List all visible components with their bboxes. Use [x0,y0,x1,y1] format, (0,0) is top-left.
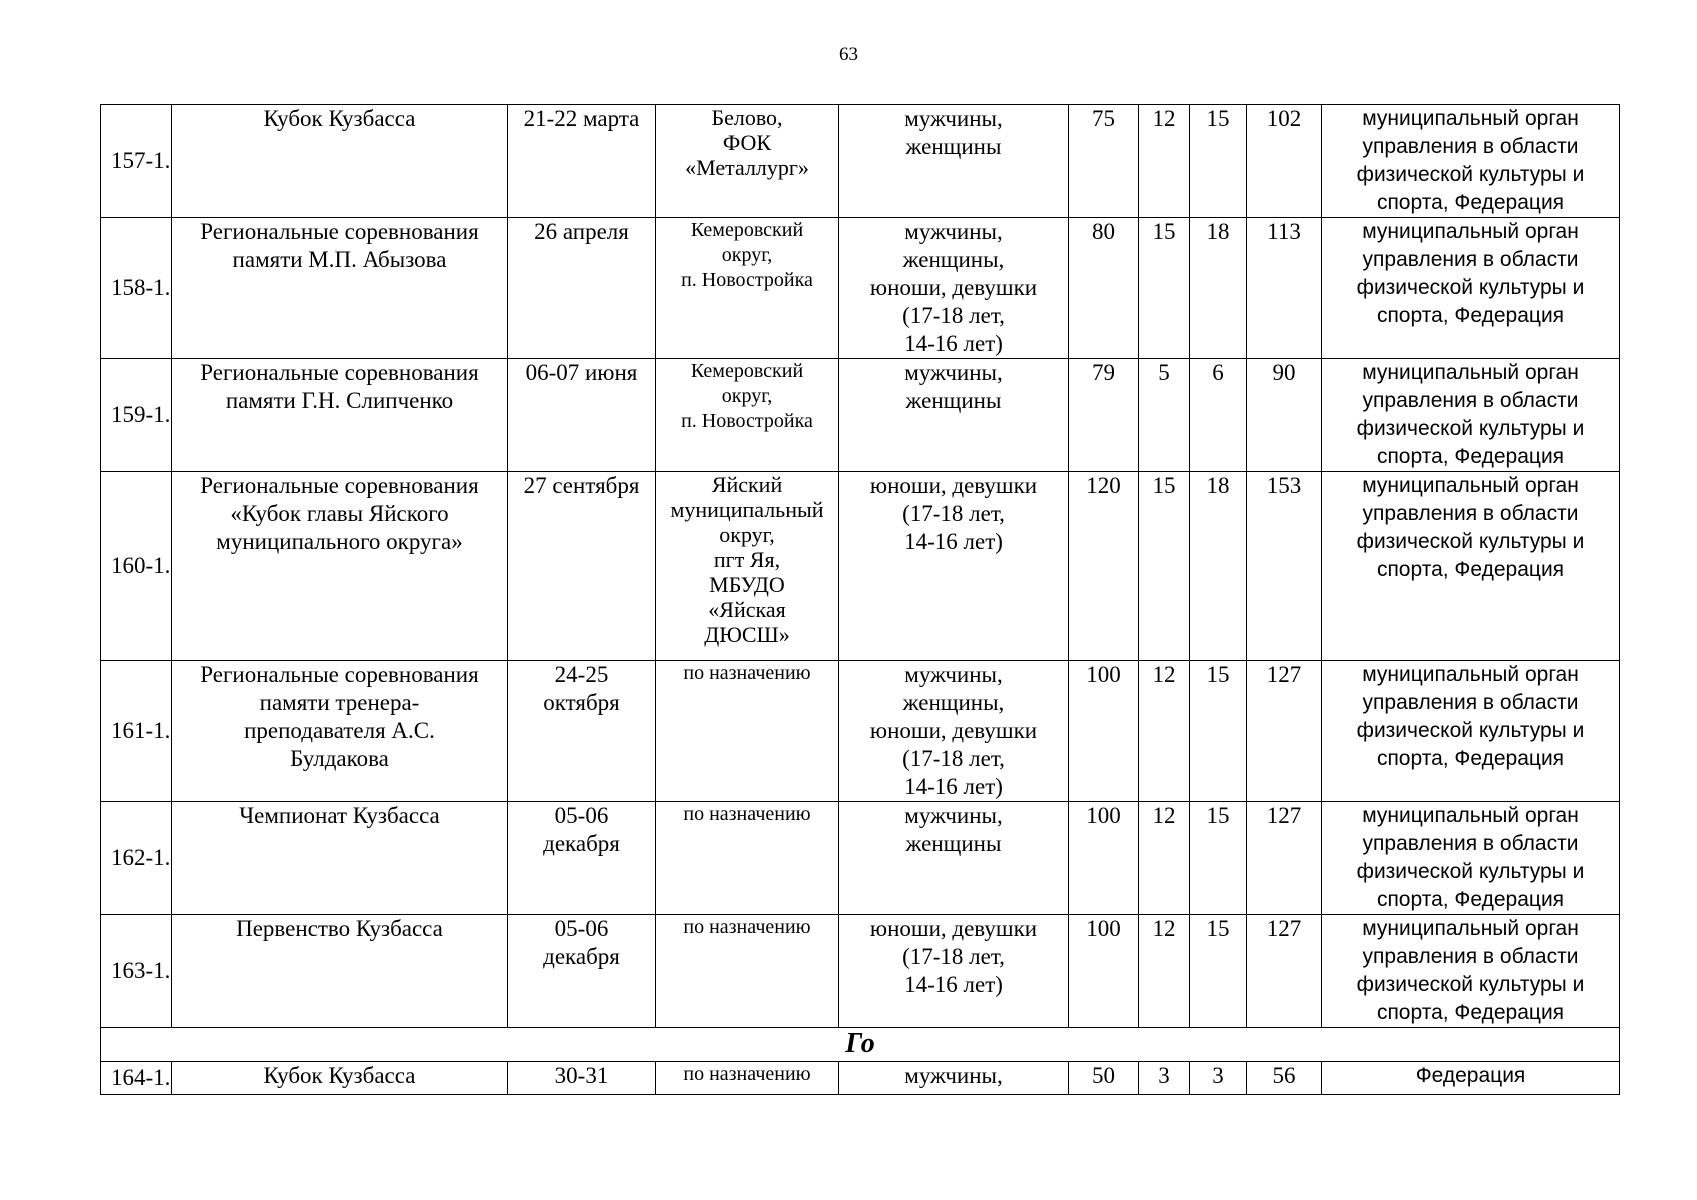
count-total: 127 [1247,915,1322,1028]
event-organizer: муниципальный орган управления в области физической культуры и спорта, Федерация [1322,218,1620,359]
table-row [101,472,1620,661]
count-participants: 80 [1069,218,1139,359]
event-place: Кемеровский округ, п. Новостройка [656,218,839,359]
row-number: 163-1. [101,915,172,1028]
count-coaches: 12 [1139,915,1190,1028]
table-row [101,1062,1620,1095]
count-participants: 100 [1069,802,1139,915]
event-name: Региональные соревнования памяти Г.Н. Слипченко [172,359,508,472]
table-row [101,661,1620,802]
event-participants: юноши, девушки (17-18 лет, 14-16 лет) [839,915,1069,1028]
count-judges: 15 [1190,915,1247,1028]
event-organizer: Федерация [1322,1062,1620,1095]
count-total: 127 [1247,661,1322,802]
event-participants: юноши, девушки (17-18 лет, 14-16 лет) [839,472,1069,661]
event-date: 26 апреля [508,218,656,359]
count-participants: 120 [1069,472,1139,661]
table-row [101,915,1620,1028]
row-number: 160-1. [101,472,172,661]
count-participants: 79 [1069,359,1139,472]
event-name: Региональные соревнования памяти тренера- преподавателя А.С. Булдакова [172,661,508,802]
event-participants: мужчины, женщины [839,105,1069,218]
event-date: 06-07 июня [508,359,656,472]
row-number: 164-1. [101,1062,172,1095]
event-date: 27 сентября [508,472,656,661]
section-row [101,1028,1620,1062]
events-table [100,104,1620,1095]
count-judges: 18 [1190,472,1247,661]
row-number: 161-1. [101,661,172,802]
row-number: 159-1. [101,359,172,472]
count-coaches: 15 [1139,472,1190,661]
event-date: 24-25 октября [508,661,656,802]
event-organizer: муниципальный орган управления в области физической культуры и спорта, Федерация [1322,472,1620,661]
event-date: 05-06 декабря [508,802,656,915]
event-place: по назначению [656,915,839,1028]
count-participants: 100 [1069,915,1139,1028]
event-place: Яйский муниципальный округ, пгт Яя, МБУДО «Яйская ДЮСШ» [656,472,839,661]
event-name: Региональные соревнования «Кубок главы Яйского муниципального округа» [172,472,508,661]
count-participants: 75 [1069,105,1139,218]
count-coaches: 12 [1139,802,1190,915]
event-place: Кемеровский округ, п. Новостройка [656,359,839,472]
count-coaches: 5 [1139,359,1190,472]
event-name: Региональные соревнования памяти М.П. Абызова [172,218,508,359]
event-participants: мужчины, женщины [839,359,1069,472]
event-organizer: муниципальный орган управления в области физической культуры и спорта, Федерация [1322,915,1620,1028]
count-total: 90 [1247,359,1322,472]
count-coaches: 12 [1139,105,1190,218]
section-title: Го [101,1028,1620,1062]
event-date: 30-31 [508,1062,656,1095]
count-total: 153 [1247,472,1322,661]
table-row [101,359,1620,472]
count-judges: 3 [1190,1062,1247,1095]
count-coaches: 15 [1139,218,1190,359]
event-participants: мужчины, [839,1062,1069,1095]
event-organizer: муниципальный орган управления в области физической культуры и спорта, Федерация [1322,802,1620,915]
count-total: 56 [1247,1062,1322,1095]
table-row [101,218,1620,359]
row-number: 157-1. [101,105,172,218]
count-total: 102 [1247,105,1322,218]
row-number: 162-1. [101,802,172,915]
event-organizer: муниципальный орган управления в области физической культуры и спорта, Федерация [1322,661,1620,802]
event-place: по назначению [656,1062,839,1095]
count-participants: 100 [1069,661,1139,802]
page-number: 63 [839,44,858,65]
table-row [101,105,1620,218]
table-row [101,802,1620,915]
count-judges: 6 [1190,359,1247,472]
event-place: по назначению [656,661,839,802]
count-judges: 15 [1190,802,1247,915]
event-organizer: муниципальный орган управления в области физической культуры и спорта, Федерация [1322,359,1620,472]
count-judges: 15 [1190,661,1247,802]
event-participants: мужчины, женщины, юноши, девушки (17-18 лет, 14-16 лет) [839,661,1069,802]
event-participants: мужчины, женщины, юноши, девушки (17-18 лет, 14-16 лет) [839,218,1069,359]
event-name: Кубок Кузбасса [172,1062,508,1095]
count-participants: 50 [1069,1062,1139,1095]
event-date: 05-06 декабря [508,915,656,1028]
event-participants: мужчины, женщины [839,802,1069,915]
count-total: 113 [1247,218,1322,359]
count-judges: 18 [1190,218,1247,359]
event-place: по назначению [656,802,839,915]
count-total: 127 [1247,802,1322,915]
count-coaches: 3 [1139,1062,1190,1095]
event-place: Белово, ФОК «Металлург» [656,105,839,218]
event-organizer: муниципальный орган управления в области физической культуры и спорта, Федерация [1322,105,1620,218]
count-coaches: 12 [1139,661,1190,802]
event-name: Первенство Кузбасса [172,915,508,1028]
event-name: Кубок Кузбасса [172,105,508,218]
row-number: 158-1. [101,218,172,359]
count-judges: 15 [1190,105,1247,218]
event-date: 21-22 марта [508,105,656,218]
event-name: Чемпионат Кузбасса [172,802,508,915]
